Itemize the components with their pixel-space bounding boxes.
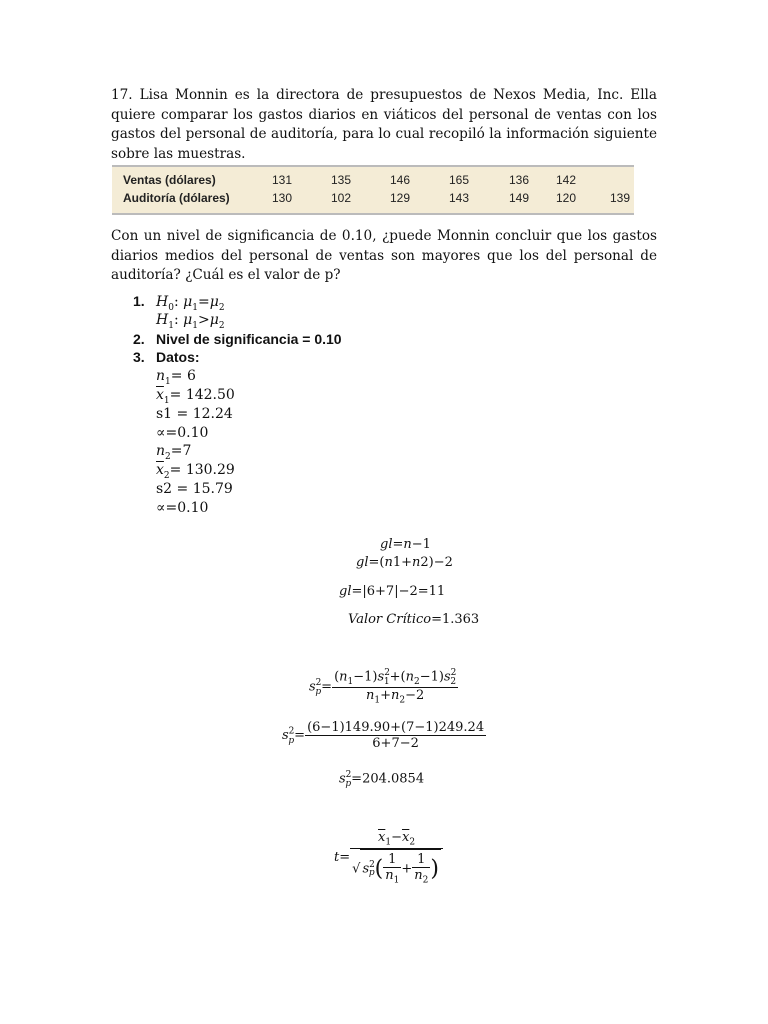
data-x2: $\overline{x}_2= 130.29$ <box>156 462 235 481</box>
step-significance: 2. Nivel de significancia = 0.10 <box>133 330 342 347</box>
table-cell: 120 <box>555 191 577 205</box>
formula-pooled-variance: $s^2_p=$ $\frac{(n_1-1)s^2_1+(n_2-1)s^2_2}{n_1+n_2-2}$ <box>309 668 457 706</box>
table-cell: 146 <box>389 173 411 187</box>
table-cell: 135 <box>330 173 352 187</box>
row-label: Ventas (dólares) <box>123 173 216 187</box>
formula-pooled-variance-values: $s^2_p=$ $\frac{(6-1)149.90+(7-1)249.24}{6+7-2}$ <box>282 720 485 751</box>
problem-text: Lisa Monnin es la directora de presupuestos de Nexos Media, Inc. Ella quiere comparar los gastos diarios en viáticos del personal de ventas con los gastos del personal de auditoría, para lo cual recopiló la información siguiente sobre las muestras. <box>111 87 658 162</box>
row-label: Auditoría (dólares) <box>123 191 230 205</box>
solution-steps <box>133 292 342 518</box>
step-data-title: 3. Datos: <box>133 349 200 366</box>
data-s2: s2 = 15.79 <box>156 480 233 497</box>
step-hypothesis-null: 1. $H_0$: $\mu_1=\mu_2$ <box>133 293 225 313</box>
data-s1: s1 = 12.24 <box>156 405 233 422</box>
table-cell: 143 <box>448 191 470 205</box>
table-cell: 139 <box>609 191 631 205</box>
table-cell: 165 <box>448 173 470 187</box>
table-cell: 102 <box>330 191 352 205</box>
problem-statement <box>111 86 657 164</box>
question-text: Con un nivel de significancia de 0.10, ¿puede Monnin concluir que los gastos diarios medios del personal de ventas son mayores que los del personal de auditoría? ¿Cuál es el valor de p? <box>111 228 657 283</box>
table-cell: 149 <box>508 191 530 205</box>
problem-number: 17. <box>111 87 133 103</box>
data-table <box>112 165 634 215</box>
formula-gl-sum: gl=(n1+n2)−2 <box>356 555 453 570</box>
formula-critical-value: Valor Crítico=1.363 <box>348 612 480 627</box>
step-hypothesis-alt: $H_1$: $\mu_1>\mu_2$ <box>156 311 225 331</box>
table-cell: 129 <box>389 191 411 205</box>
table-cell: 136 <box>508 173 530 187</box>
data-n2: $n_2=7$ <box>156 443 192 463</box>
table-cell: 130 <box>271 191 293 205</box>
formula-t-statistic: t= $\overline{x}_1-\overline{x}_2$ √ $s^2_p$( $\frac{1}{n_1}$ + $\frac{1}{n_2}$ ) <box>334 830 443 885</box>
data-alpha1: ∝=0.10 <box>156 424 209 441</box>
table-row-auditoria <box>112 191 634 209</box>
formula-pooled-variance-result: $s^2_p=204.0854$ <box>339 770 425 789</box>
data-x1: $\overline{x}_1= 142.50$ <box>156 386 235 406</box>
formula-gl-def: gl=n−1 <box>380 537 431 552</box>
table-cell: 131 <box>271 173 293 187</box>
data-n1: $n_1= 6$ <box>156 368 196 387</box>
formula-gl-result: gl=|6+7|−2=11 <box>339 584 446 599</box>
table-cell: 142 <box>555 173 577 187</box>
data-alpha2: ∝=0.10 <box>156 499 209 516</box>
table-row-ventas <box>112 173 634 191</box>
